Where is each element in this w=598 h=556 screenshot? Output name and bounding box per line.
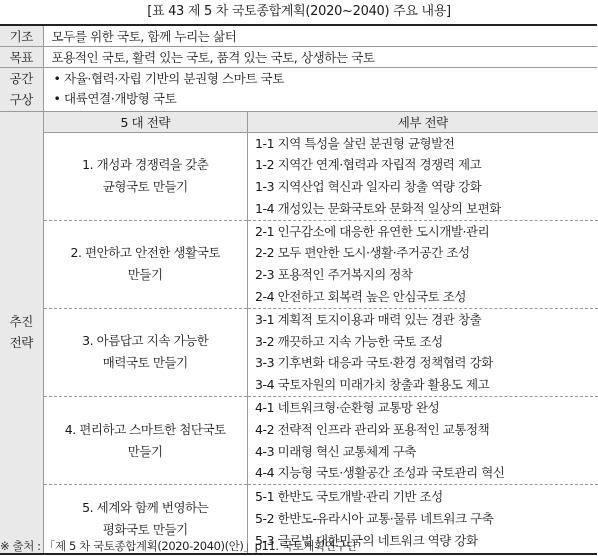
strategy-goal-4 [44,397,248,485]
strategy-details-1 [248,132,598,220]
list-item: 2-2 모두 편안한 도시·생활·주거공간 조성 [255,245,470,261]
row-label-space-line2: 구상 [9,92,33,107]
list-item: 4-4 지능형 국토·생활공간 조성과 국토관리 혁신 [255,465,505,481]
strategy-details-3 [248,308,598,396]
goal-line: 4. 편리하고 스마트한 첨단국토 [64,421,226,437]
list-item: 2-3 포용적인 주거복지의 정착 [255,267,413,283]
list-item: 5-3 글로벌 대한민국의 네트워크 역량 강화 [255,532,478,548]
strategy-goal-3 [44,308,248,396]
table-row [44,308,598,396]
row-label-goal: 목표 [0,46,43,67]
list-item: 2-1 인구감소에 대응한 유연한 도시개발·관리 [255,223,490,239]
list-item: 1-2 지역간 연계·협력과 자립적 경쟁력 제고 [255,157,482,173]
list-item: • 자율·협력·자립 기반의 분권형 스마트 국토 [53,71,284,86]
list-item: 3-4 국토자원의 미래가치 창출과 활용도 제고 [255,377,490,393]
goal-line: 매력국토 만들기 [102,355,188,371]
strategy-details-4 [248,397,598,485]
list-item: 5-1 한반도 국토개발·관리 기반 조성 [255,489,443,505]
row-label-strategy [0,111,43,554]
list-item: 3-1 계획적 토지이용과 매력 있는 경관 창출 [255,311,482,327]
table-row-strategy [0,111,597,554]
source-note: ※ 출처 : 「제 5 차 국토종합계획(2020-2040)(안)」p11. 국토계획연구단 [0,539,357,553]
goal-line: 평화국토 만들기 [102,522,188,537]
strategy-cell [43,111,597,554]
list-item: • 대륙연결·개방형 국토 [53,91,177,106]
goal-line: 2. 편안하고 안전한 생활국토 [70,245,220,261]
goal-line: 5. 세계와 함께 번영하는 [82,500,209,515]
table-row-basic [0,25,597,46]
table-row-goal [0,46,597,67]
table-title: [표 43 제 5 차 국토종합계획(2020~2040) 주요 내용] [147,4,451,19]
basic-direction-text: 모두를 위한 국토, 함께 누리는 삶터 [43,25,597,46]
list-item: 4-1 네트워크형·순환형 교통망 완성 [255,400,440,416]
header-detail-strategies: 세부 전략 [248,112,598,133]
strategy-goal-2 [44,220,248,308]
table-row [44,220,598,308]
row-label-strategy-line1: 추진 [9,314,33,330]
goal-line: 3. 아름답고 지속 가능한 [82,333,209,349]
goal-text: 포용적인 국토, 활력 있는 국토, 품격 있는 국토, 상생하는 국토 [43,46,597,67]
list-item: 3-3 기후변화 대응과 국토·환경 정책협력 강화 [255,355,493,371]
row-label-basic: 기조 [0,25,43,46]
list-item: 1-1 지역 특성을 살린 분권형 균형발전 [255,135,455,151]
list-item: 4-2 전략적 인프라 관리와 포용적인 교통정책 [255,421,490,437]
row-label-space [0,67,43,111]
strategy-goal-1 [44,132,248,220]
table-row-space [0,67,597,111]
row-label-strategy-line2: 전략 [9,335,33,351]
strategy-header-row [44,112,598,133]
table-row [44,397,598,485]
header-five-strategies: 5 대 전략 [44,112,248,133]
strategy-details-2 [248,220,598,308]
list-item: 3-2 깨끗하고 지속 가능한 국토 조성 [255,333,443,349]
space-concept-list [43,67,597,111]
list-item: 2-4 안전하고 회복력 높은 안심국토 조성 [255,289,467,305]
goal-line: 균형국토 만들기 [102,179,188,195]
list-item: 4-3 미래형 혁신 교통체계 구축 [255,443,417,459]
plan-summary-table [0,24,597,555]
strategy-table [44,112,598,553]
table-row [44,132,598,220]
list-item: 1-3 지역산업 혁신과 일자리 창출 역량 강화 [255,179,482,195]
list-item: 1-4 개성있는 문화국토와 문화적 일상의 보편화 [255,200,501,216]
goal-line: 만들기 [127,443,163,459]
row-label-space-line1: 공간 [9,71,33,86]
list-item: 5-2 한반도-유라시아 교통·물류 네트워크 구축 [255,511,494,527]
goal-line: 1. 개성과 경쟁력을 갖춘 [82,157,209,173]
goal-line: 만들기 [127,267,163,283]
